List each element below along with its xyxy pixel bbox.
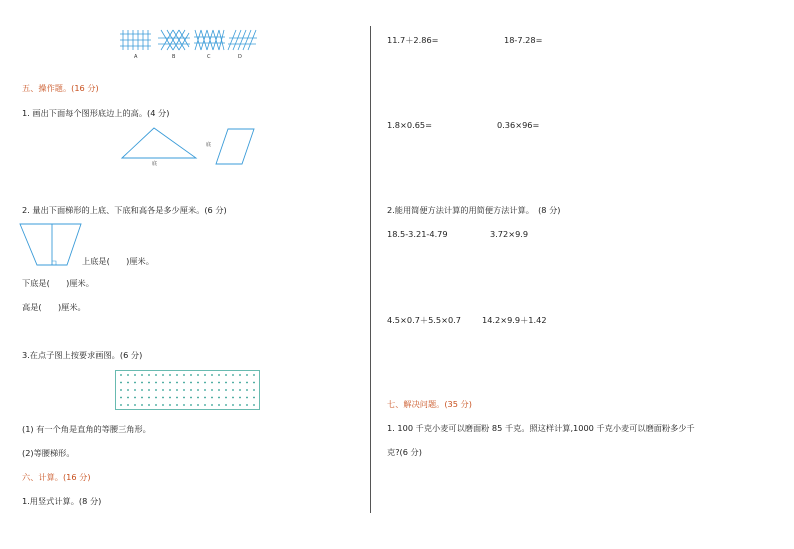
section-6-title: 六、计算。(16 分) bbox=[22, 472, 91, 482]
q6-2-text: 2.能用简便方法计算的用简便方法计算。 (8 分) bbox=[387, 205, 561, 215]
grid-dot bbox=[127, 374, 129, 376]
grid-dot bbox=[162, 404, 164, 406]
grid-dot bbox=[155, 374, 157, 376]
triangle-base-label: 底 bbox=[152, 161, 158, 167]
grid-dot bbox=[197, 397, 199, 399]
grid-dot bbox=[211, 404, 213, 406]
trapezoid-figure bbox=[18, 222, 88, 272]
parallelogram-figure bbox=[214, 127, 264, 167]
grid-dot bbox=[232, 374, 234, 376]
figure-a bbox=[120, 30, 151, 50]
grid-dot bbox=[127, 382, 129, 384]
grid-dot bbox=[148, 374, 150, 376]
grid-dot bbox=[176, 382, 178, 384]
simplify-expr-2: 3.72×9.9 bbox=[490, 229, 529, 239]
grid-dot bbox=[225, 389, 227, 391]
grid-dot bbox=[190, 397, 192, 399]
section-5-title: 五、操作题。(16 分) bbox=[22, 83, 99, 93]
grid-dot bbox=[162, 382, 164, 384]
grid-dot bbox=[120, 404, 122, 406]
grid-dot bbox=[204, 397, 206, 399]
figure-b bbox=[158, 30, 190, 50]
grid-dot bbox=[176, 389, 178, 391]
q5-3-sub1: (1) 有一个角是直角的等腰三角形。 bbox=[22, 424, 151, 434]
dot-grid-border bbox=[116, 371, 260, 410]
grid-dot bbox=[211, 389, 213, 391]
figure-label-c: C bbox=[207, 54, 211, 60]
q5-1-text: 1. 画出下面每个图形底边上的高。(4 分) bbox=[22, 108, 170, 118]
grid-dot bbox=[120, 389, 122, 391]
figure-d bbox=[228, 30, 257, 50]
q5-2-text: 2. 量出下面梯形的上底、下底和高各是多少厘米。(6 分) bbox=[22, 205, 227, 215]
grid-dot bbox=[253, 404, 255, 406]
grid-dot bbox=[246, 397, 248, 399]
grid-dot bbox=[253, 389, 255, 391]
grid-dot bbox=[225, 374, 227, 376]
grid-dot bbox=[155, 404, 157, 406]
grid-dot bbox=[176, 404, 178, 406]
simplify-expr-3: 4.5×0.7＋5.5×0.7 bbox=[387, 315, 461, 325]
figure-label-b: B bbox=[172, 54, 176, 60]
grid-dot bbox=[190, 374, 192, 376]
grid-dot bbox=[162, 374, 164, 376]
grid-dot bbox=[183, 382, 185, 384]
grid-dot bbox=[211, 382, 213, 384]
grid-dot bbox=[253, 382, 255, 384]
grid-dot bbox=[232, 382, 234, 384]
grid-dot bbox=[225, 397, 227, 399]
grid-dot bbox=[148, 404, 150, 406]
grid-dot bbox=[197, 389, 199, 391]
grid-dot bbox=[190, 389, 192, 391]
grid-dot bbox=[218, 404, 220, 406]
grid-dot bbox=[169, 374, 171, 376]
grid-dot bbox=[197, 404, 199, 406]
grid-dot bbox=[239, 397, 241, 399]
grid-dot bbox=[253, 374, 255, 376]
grid-dot bbox=[225, 404, 227, 406]
grid-dot bbox=[169, 382, 171, 384]
triangle-figure bbox=[120, 126, 200, 166]
grid-dot bbox=[183, 374, 185, 376]
simplify-expr-1: 18.5-3.21-4.79 bbox=[387, 229, 448, 239]
calc-expr-2: 18-7.28= bbox=[504, 35, 543, 45]
figure-label-a: A bbox=[134, 54, 138, 60]
grid-dot bbox=[162, 397, 164, 399]
grid-dot bbox=[148, 382, 150, 384]
grid-dot bbox=[134, 374, 136, 376]
grid-dot bbox=[127, 404, 129, 406]
lower-base-answer: 下底是( )厘米。 bbox=[22, 278, 94, 288]
grid-dot bbox=[204, 389, 206, 391]
calc-expr-3: 1.8×0.65= bbox=[387, 120, 432, 130]
grid-dot bbox=[211, 397, 213, 399]
upper-base-answer: 上底是( )厘米。 bbox=[82, 256, 154, 266]
grid-dot bbox=[176, 397, 178, 399]
section-7-title: 七、解决问题。(35 分) bbox=[387, 399, 472, 409]
calc-expr-1: 11.7＋2.86= bbox=[387, 35, 439, 45]
grid-dot bbox=[246, 374, 248, 376]
grid-dot bbox=[141, 389, 143, 391]
figure-label-d: D bbox=[238, 54, 242, 60]
height-answer: 高是( )厘米。 bbox=[22, 302, 86, 312]
grid-dot bbox=[134, 389, 136, 391]
grid-dot bbox=[155, 389, 157, 391]
grid-dot bbox=[148, 389, 150, 391]
grid-dot bbox=[197, 374, 199, 376]
grid-dot bbox=[141, 397, 143, 399]
q7-1-line2: 克?(6 分) bbox=[387, 447, 422, 457]
q7-1-line1: 1. 100 千克小麦可以磨面粉 85 千克。照这样计算,1000 千克小麦可以磨面粉多少千 bbox=[387, 423, 695, 433]
grid-dot bbox=[253, 397, 255, 399]
grid-dot bbox=[232, 404, 234, 406]
grid-dot bbox=[246, 404, 248, 406]
grid-dot bbox=[218, 374, 220, 376]
grid-dot bbox=[218, 397, 220, 399]
grid-dot bbox=[232, 397, 234, 399]
grid-dot bbox=[120, 374, 122, 376]
grid-dot bbox=[120, 382, 122, 384]
grid-dot bbox=[183, 389, 185, 391]
parallelogram-base-label: 底 bbox=[206, 142, 212, 148]
grid-dot bbox=[169, 404, 171, 406]
grid-dot bbox=[155, 397, 157, 399]
grid-dot bbox=[134, 382, 136, 384]
grid-dot bbox=[246, 389, 248, 391]
grid-dot bbox=[190, 382, 192, 384]
grid-dot bbox=[155, 382, 157, 384]
dot-grid bbox=[115, 370, 260, 410]
q5-3-sub2: (2)等腰梯形。 bbox=[22, 448, 75, 458]
q6-1-text: 1.用竖式计算。(8 分) bbox=[22, 496, 102, 506]
grid-dot bbox=[148, 397, 150, 399]
grid-dot bbox=[169, 389, 171, 391]
grid-dot bbox=[204, 382, 206, 384]
grid-dot bbox=[204, 374, 206, 376]
grid-dot bbox=[239, 404, 241, 406]
calc-expr-4: 0.36×96= bbox=[497, 120, 540, 130]
figure-c bbox=[194, 30, 225, 50]
q5-3-text: 3.在点子图上按要求画图。(6 分) bbox=[22, 350, 143, 360]
grid-dot bbox=[239, 389, 241, 391]
grid-dot bbox=[141, 382, 143, 384]
grid-dot bbox=[134, 404, 136, 406]
grid-dot bbox=[127, 397, 129, 399]
grid-dot bbox=[176, 374, 178, 376]
grid-dot bbox=[239, 374, 241, 376]
grid-dot bbox=[204, 404, 206, 406]
grid-dot bbox=[134, 397, 136, 399]
grid-dot bbox=[162, 389, 164, 391]
grid-dot bbox=[218, 389, 220, 391]
grid-dot bbox=[127, 389, 129, 391]
grid-dot bbox=[211, 374, 213, 376]
grid-dot bbox=[246, 382, 248, 384]
grid-dot bbox=[232, 389, 234, 391]
grid-dot bbox=[183, 397, 185, 399]
grid-dot bbox=[225, 382, 227, 384]
grid-dot bbox=[141, 404, 143, 406]
grid-dot bbox=[218, 382, 220, 384]
grid-dot bbox=[197, 382, 199, 384]
column-divider bbox=[370, 26, 371, 513]
grid-dot bbox=[190, 404, 192, 406]
grid-dot bbox=[239, 382, 241, 384]
grid-dot bbox=[141, 374, 143, 376]
grid-dot bbox=[169, 397, 171, 399]
simplify-expr-4: 14.2×9.9＋1.42 bbox=[482, 315, 547, 325]
grid-dot bbox=[183, 404, 185, 406]
grid-dot bbox=[120, 397, 122, 399]
